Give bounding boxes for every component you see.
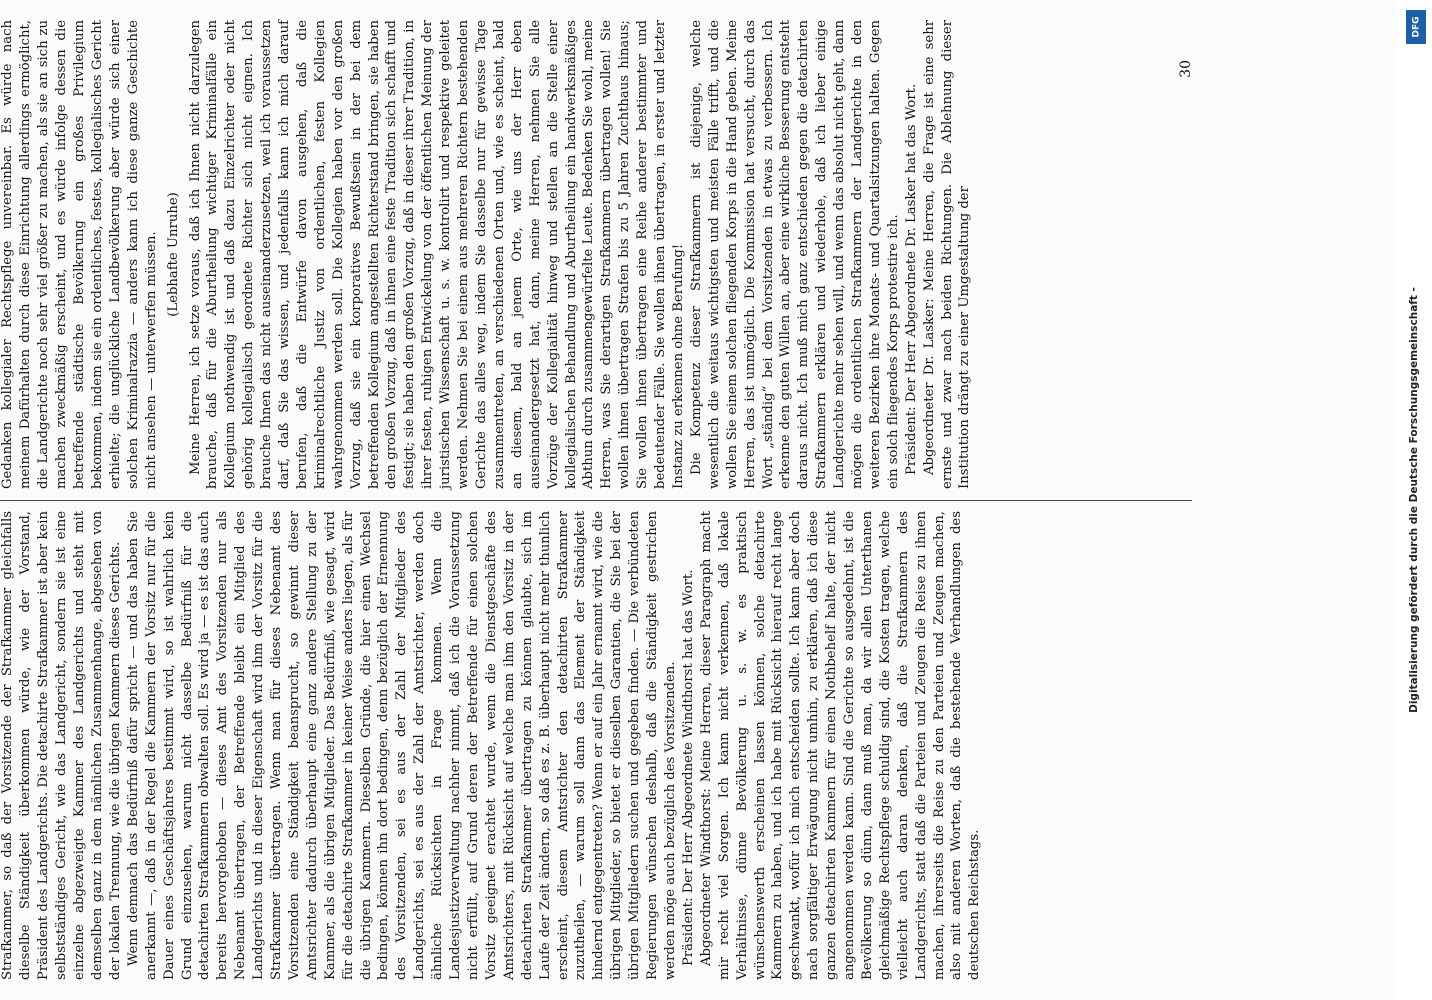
right-paragraph-bottom: Die Kompetenz dieser Strafkammern ist diejenige, welche wesentlich die weitaus wichtigsten und meisten Fälle trifft, und die wollen Sie einem solchen fliegenden Korps in die Hand geben. Meine Herren, das ist unmöglich. Die Kommission hat versucht, durch das Wort „ständig“ bei dem Vorsitzenden in etwas zu verbessern. Ich erkenne den guten Willen an, aber eine wirkliche Besserung entsteht daraus nicht. Ich muß mich ganz entschieden gegen die detachirten Strafkammern erklären und wiederhole, daß ich lieber einige Landgerichte mehr sehen will, und wenn das absolut nicht geht, dann mögen die ordentlichen Strafkammern der Landgerichte in den weiteren Bezirken ihre Monats- und Quartalsitzungen halten. Gegen ein solch fliegendes Korps protestire ich. [688,20,901,489]
right-president-remark: Präsident: Der Herr Abgeordnete Dr. Lasker hat das Wort. [903,83,919,475]
text-columns [0,20,1195,980]
left-paragraph-3: Wenn demnach das Bedürfniß dafür spricht — und das haben Sie anerkannt —, daß in der Regel die Kammern der Vorsitz nur für die Dauer eines Geschäftsjahres bestimmt wird, so ist wahrlich kein Grund einzusehen, warum nicht dasselbe Bedürfniß für die detachirten Strafkammern obwalten soll. Es wird ja — es ist das auch bereits hervorgehoben — dieses Amt des Vorsitzenden nur als Nebenamt übertragen, der Betreffende bleibt ein Mitglied des Landgerichts und in dieser Eigenschaft wird ihm der Vorsitz für die Strafkammer übertragen. Wenn man für dieses Nebenamt des Vorsitzenden eine Ständigkeit beansprucht, so gewinnt dieser Amtsrichter dadurch überhaupt eine ganz andere Stellung zu der Kammer, als die übrigen Mitglieder. Das Bedürfniß, wie gesagt, wird für die detachirte Strafkammer in keiner Weise anders liegen, als für die übrigen Kammern. Dieselben Gründe, die hier einen Wechsel bedingen, können ihn dort bedingen, denn bezüglich der Ernennung des Vorsitzenden, sei es aus der Zahl der Mitglieder des Landgerichts, sei es aus der Zahl der Amtsrichter, werden doch ähnliche Rücksichten in Frage kommen. Wenn die Landesjustizverwaltung nachher nimmt, daß ich die Voraussetzung nicht erfüllt, auf Grund deren der Betreffende für einen solchen Vorsitz geeignet erachtet wurde, wenn die Dienstgeschäfte des Amtsrichters, mit Rücksicht auf welche man ihm den Vorsitz in der detachirten Strafkammer übertragen zu können glaubte, sich im Laufe der Zeit ändern, so daß es z. B. überhaupt nicht mehr thunlich erscheint, diesem Amtsrichter den detachirten Strafkammer zuzutheilen, — warum soll dann das Element der Ständigkeit hindernd entgegentreten? Wenn er auf ein Jahr ernannt wird, wie die übrigen Mitglieder, so bietet er dieselben Garantien, die Sie bei der übrigen Mitgliedern suchen und gegeben finden. — Die verbündeten Regierungen wünschen deshalb, daß die Ständigkeit gestrichen werden möge auch bezüglich des Vorsitzenden. [125,511,678,980]
dfg-credit-strip [1396,0,1432,1000]
right-column [0,20,1195,489]
unrest-note: (Lebhafte Unruhe) [165,192,181,317]
dfg-logo-text: DFG [1411,16,1422,38]
left-windthorst-speech: Abgeordneter Windthorst: Meine Herren, dieser Paragraph macht mir recht viel Sorgen. Ich kann nicht verkennen, daß lokale Verhältnisse, dünne Bevölkerung u. s. w. es praktisch wünschenswerth erscheinen lassen können, solche detachirte Kammern zu haben, und ich habe mit Rücksicht hierauf recht lange geschwankt, wofür ich mich entscheiden sollte. Ich kann aber doch nach sorgfältiger Erwägung nicht umhin, zu erklären, daß ich diese ganzen detachirten Kammern für einen Nothbehelf halte, der nicht angenommen werden kann. Sind die Gerichte so ausgedehnt, ist die Bevölkerung so dünn, dann muß man, da wir allen Unterthanen gleichmäßige Rechtspflege schuldig sind, die Kosten tragen, welche vielleicht auch daran denken, daß die Strafkammern des Landgerichts, statt daß die Parteien und Zeugen die Reise zu ihnen machen, ihrerseits die Reise zu den Parteien und Zeugen machen, also mit anderen Worten, daß die bestehende Verhandlungen des deutschen Reichstags. [698,511,983,980]
right-paragraph-top: Gedanken kollegialer Rechtspflege unvereinbar. Es würde nach meinem Dafürhalten durch diese Einrichtung allerdings ermöglicht, die Landgerichte noch sehr viel größer zu machen, als sie an sich zu machen zweckmäßig erscheint, und es würde infolge dessen die betreffende städtische Bevölkerung ein großes Privilegium bekommen, indem sie ein ordentliches, festes, kollegialisches Gericht erhielte; die unglückliche Landbevölkerung aber würde sich einer solchen Kriminalrazzia — anders kann ich diese ganze Geschichte nicht ansehen — unterwerfen müssen. [0,20,159,489]
signature-number: 30 [1178,60,1195,78]
rotated-newspaper-page [0,20,1196,980]
dfg-credit-text: Digitalisierung gefördert durch die Deutsche Forschungsgemeinschaft - [1408,287,1420,713]
left-paragraph-2: Strafkammer, so daß der Vorsitzende der Strafkammer gleichfalls dieselbe Ständigkeit überkommen würde, wie der Vorstand, Präsident des Landgerichts. Die detachirte Strafkammer ist aber kein selbstständiges Gericht, wie das Landgericht, sondern sie ist eine einzelne abgezweigte Kammer des Landgerichts und steht mit demselben ganz in dem nämlichen Zusammenhange, abgesehen von der lokalen Trennung, wie die übrigen Kammern dieses Gerichts. [0,511,123,980]
left-president-remark: Präsident: Der Herr Abgeordnete Windthorst hat das Wort. [680,569,696,966]
left-column [0,511,1192,980]
right-lasker-speech: Abgeordneter Dr. Lasker: Meine Herren, die Frage ist eine sehr ernste und zwar nach beiden Richtungen. Die Ablehnung dieser Institution drängt zu einer Umgestaltung der [921,20,973,489]
right-paragraph-middle: Meine Herren, ich setze voraus, daß ich Ihnen nicht darzulegen brauche, daß für die Aburtheilung wichtiger Kriminalfälle ein Kollegium nothwendig ist und daß dazu Einzelrichter oder nicht gehörig kollegialisch geordnete Richter sich nicht eignen. Ich brauche Ihnen das nicht auseinanderzusetzen, weil ich voraussetzen darf, daß Sie das wissen, und jedenfalls kann ich mich darauf berufen, daß die Entwürfe davon ausgehen, daß die kriminalrechtliche Justiz von ordentlichen, festen Kollegien wahrgenommen werden soll. Die Kollegien haben vor den großen Vorzug, daß sie ein korporatives Bewußtsein in der bei dem betreffenden Kollegium angestellten Richterstand bringen, sie haben den großen Vorzug, daß in ihnen eine feste Tradition sich schafft und festigt; sie haben den großen Vorzug, daß in dieser ihrer Tradition, in ihrer festen, ruhigen Entwickelung von der öffentlichen Meinung der juristischen Wissenschaft u. s. w. kontrolirt und respektive geleitet werden. Nehmen Sie bei einem aus mehreren Richtern bestehenden Gerichte das alles weg, indem Sie dasselbe nur für gewisse Tage zusammentreten, an verschiedenen Orten und, wie es scheint, bald an diesem, bald an jenem Orte, wie uns der Herr eben auseinandergesetzt hat, dann, meine Herren, nehmen Sie alle Vorzüge der Kollegialität hinweg und stellen an die Stelle einer kollegialischen Behandlung und Aburtheilung ein handwerksmäßiges Abthun durch zusammengewürfelte Leute. Bedenken Sie wohl, meine Herren, was Sie derartigen Strafkammern übertragen wollen! Sie wollen ihnen übertragen Strafen bis zu 5 Jahren Zuchthaus hinaus; Sie wollen ihnen übertragen eine Reihe anderer bestimmter und bedeutender Fälle. Sie wollen ihnen übertragen, in erster und letzter Instanz zu erkennen ohne Berufung! [187,20,686,489]
dfg-logo [1406,10,1426,44]
